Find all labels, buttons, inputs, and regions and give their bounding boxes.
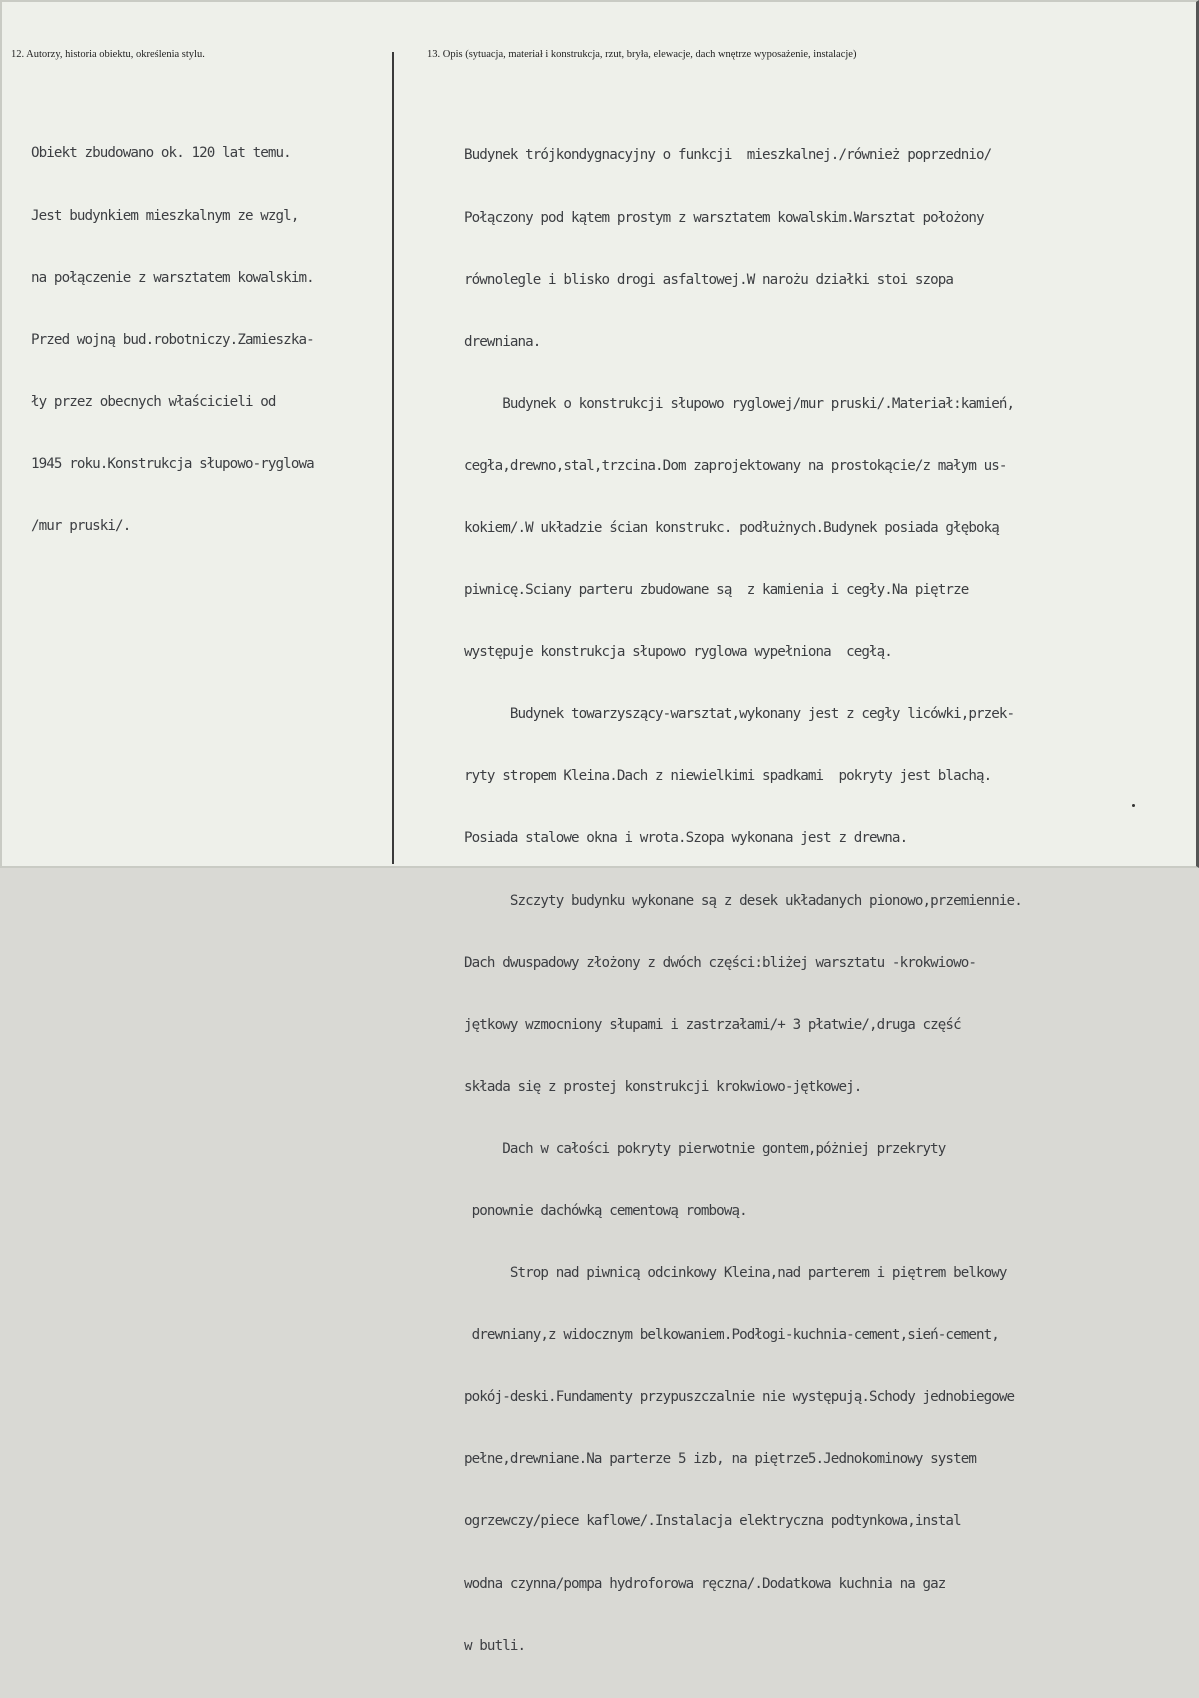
section-13-line: ogrzewczy/piece kaflowe/.Instalacja elektryczna podtynkowa,instal bbox=[464, 1513, 961, 1530]
section-13-line: Budynek o konstrukcji słupowo ryglowej/mur pruski/.Materiał:kamień, bbox=[464, 395, 1015, 412]
section-13-line: ponownie dachówką cementową rombową. bbox=[464, 1203, 747, 1219]
section-13-line: kokiem/.W układzie ścian konstrukc. podłużnych.Budynek posiada głęboką bbox=[464, 519, 999, 536]
section-12-line: Przed wojną bud.robotniczy.Zamieszka- bbox=[31, 331, 314, 348]
section-13-line: Budynek towarzyszący-warsztat,wykonany jest z cegły licówki,przek- bbox=[464, 706, 1015, 723]
section-13-line: Strop nad piwnicą odcinkowy Kleina,nad parterem i piętrem belkowy bbox=[464, 1265, 1007, 1282]
section-13-line: równolegle i blisko drogi asfaltowej.W narożu działki stoi szopa bbox=[464, 271, 954, 288]
section-13-line: Połączony pod kątem prostym z warsztatem kowalskim.Warsztat położony bbox=[464, 209, 984, 226]
section-13-line: występuje konstrukcja słupowo ryglowa wypełniona cegłą. bbox=[464, 644, 892, 661]
section-13-line: Szczyty budynku wykonane są z desek układanych pionowo,przemiennie. bbox=[464, 892, 1022, 909]
section-13-line: piwnicę.Sciany parteru zbudowane są z kamienia i cegły.Na piętrze bbox=[464, 582, 969, 599]
section-13-line: jętkowy wzmocniony słupami i zastrzałami/+ 3 płatwie/,druga część bbox=[464, 1016, 961, 1033]
section-12-header: 12. Autorzy, historia obiektu, określenia stylu. bbox=[11, 49, 205, 60]
section-13-text bbox=[464, 104, 1022, 1698]
section-13-line: w butli. bbox=[464, 1637, 526, 1654]
section-13-line: pełne,drewniane.Na parterze 5 izb, na piętrze5.Jednokominowy system bbox=[464, 1451, 976, 1468]
section-12-text bbox=[31, 102, 314, 578]
section-13-line: składa się z prostej konstrukcji krokwiowo-jętkowej. bbox=[464, 1078, 862, 1095]
section-13-line: cegła,drewno,stal,trzcina.Dom zaprojektowany na prostokącie/z małym us- bbox=[464, 457, 1007, 474]
section-13-line: Budynek trójkondygnacyjny o funkcji mieszkalnej./również poprzednio/ bbox=[464, 147, 992, 164]
section-12-line: ły przez obecnych właścicieli od bbox=[31, 393, 276, 410]
section-13-line: Dach w całości pokryty pierwotnie gontem,póżniej przekryty bbox=[464, 1140, 946, 1157]
ink-speck bbox=[1132, 804, 1135, 807]
column-divider bbox=[392, 52, 394, 864]
section-13-line: ryty stropem Kleina.Dach z niewielkimi spadkami pokryty jest blachą. bbox=[464, 768, 992, 785]
section-12-line: na połączenie z warsztatem kowalskim. bbox=[31, 269, 314, 286]
section-13-header: 13. Opis (sytuacja, materiał i konstrukcja, rzut, bryła, elewacje, dach wnętrze wyposażenie, instalacje) bbox=[427, 49, 857, 60]
section-13-line: pokój-deski.Fundamenty przypuszczalnie nie występują.Schody jednobiegowe bbox=[464, 1389, 1015, 1406]
section-12-line: 1945 roku.Konstrukcja słupowo-ryglowa bbox=[31, 455, 314, 472]
section-13-line: drewniana. bbox=[464, 333, 541, 350]
section-13-line: Dach dwuspadowy złożony z dwóch części:bliżej warsztatu -krokwiowo- bbox=[464, 954, 976, 971]
section-12-line: Obiekt zbudowano ok. 120 lat temu. bbox=[31, 145, 291, 162]
section-13-line: drewniany,z widocznym belkowaniem.Podłogi-kuchnia-cement,sień-cement, bbox=[464, 1327, 999, 1344]
section-12-line: Jest budynkiem mieszkalnym ze wzgl, bbox=[31, 207, 299, 224]
section-12-line: /mur pruski/. bbox=[31, 517, 131, 534]
section-13-line: wodna czynna/pompa hydroforowa ręczna/.Dodatkowa kuchnia na gaz bbox=[464, 1575, 946, 1592]
section-13-line: Posiada stalowe okna i wrota.Szopa wykonana jest z drewna. bbox=[464, 830, 908, 847]
